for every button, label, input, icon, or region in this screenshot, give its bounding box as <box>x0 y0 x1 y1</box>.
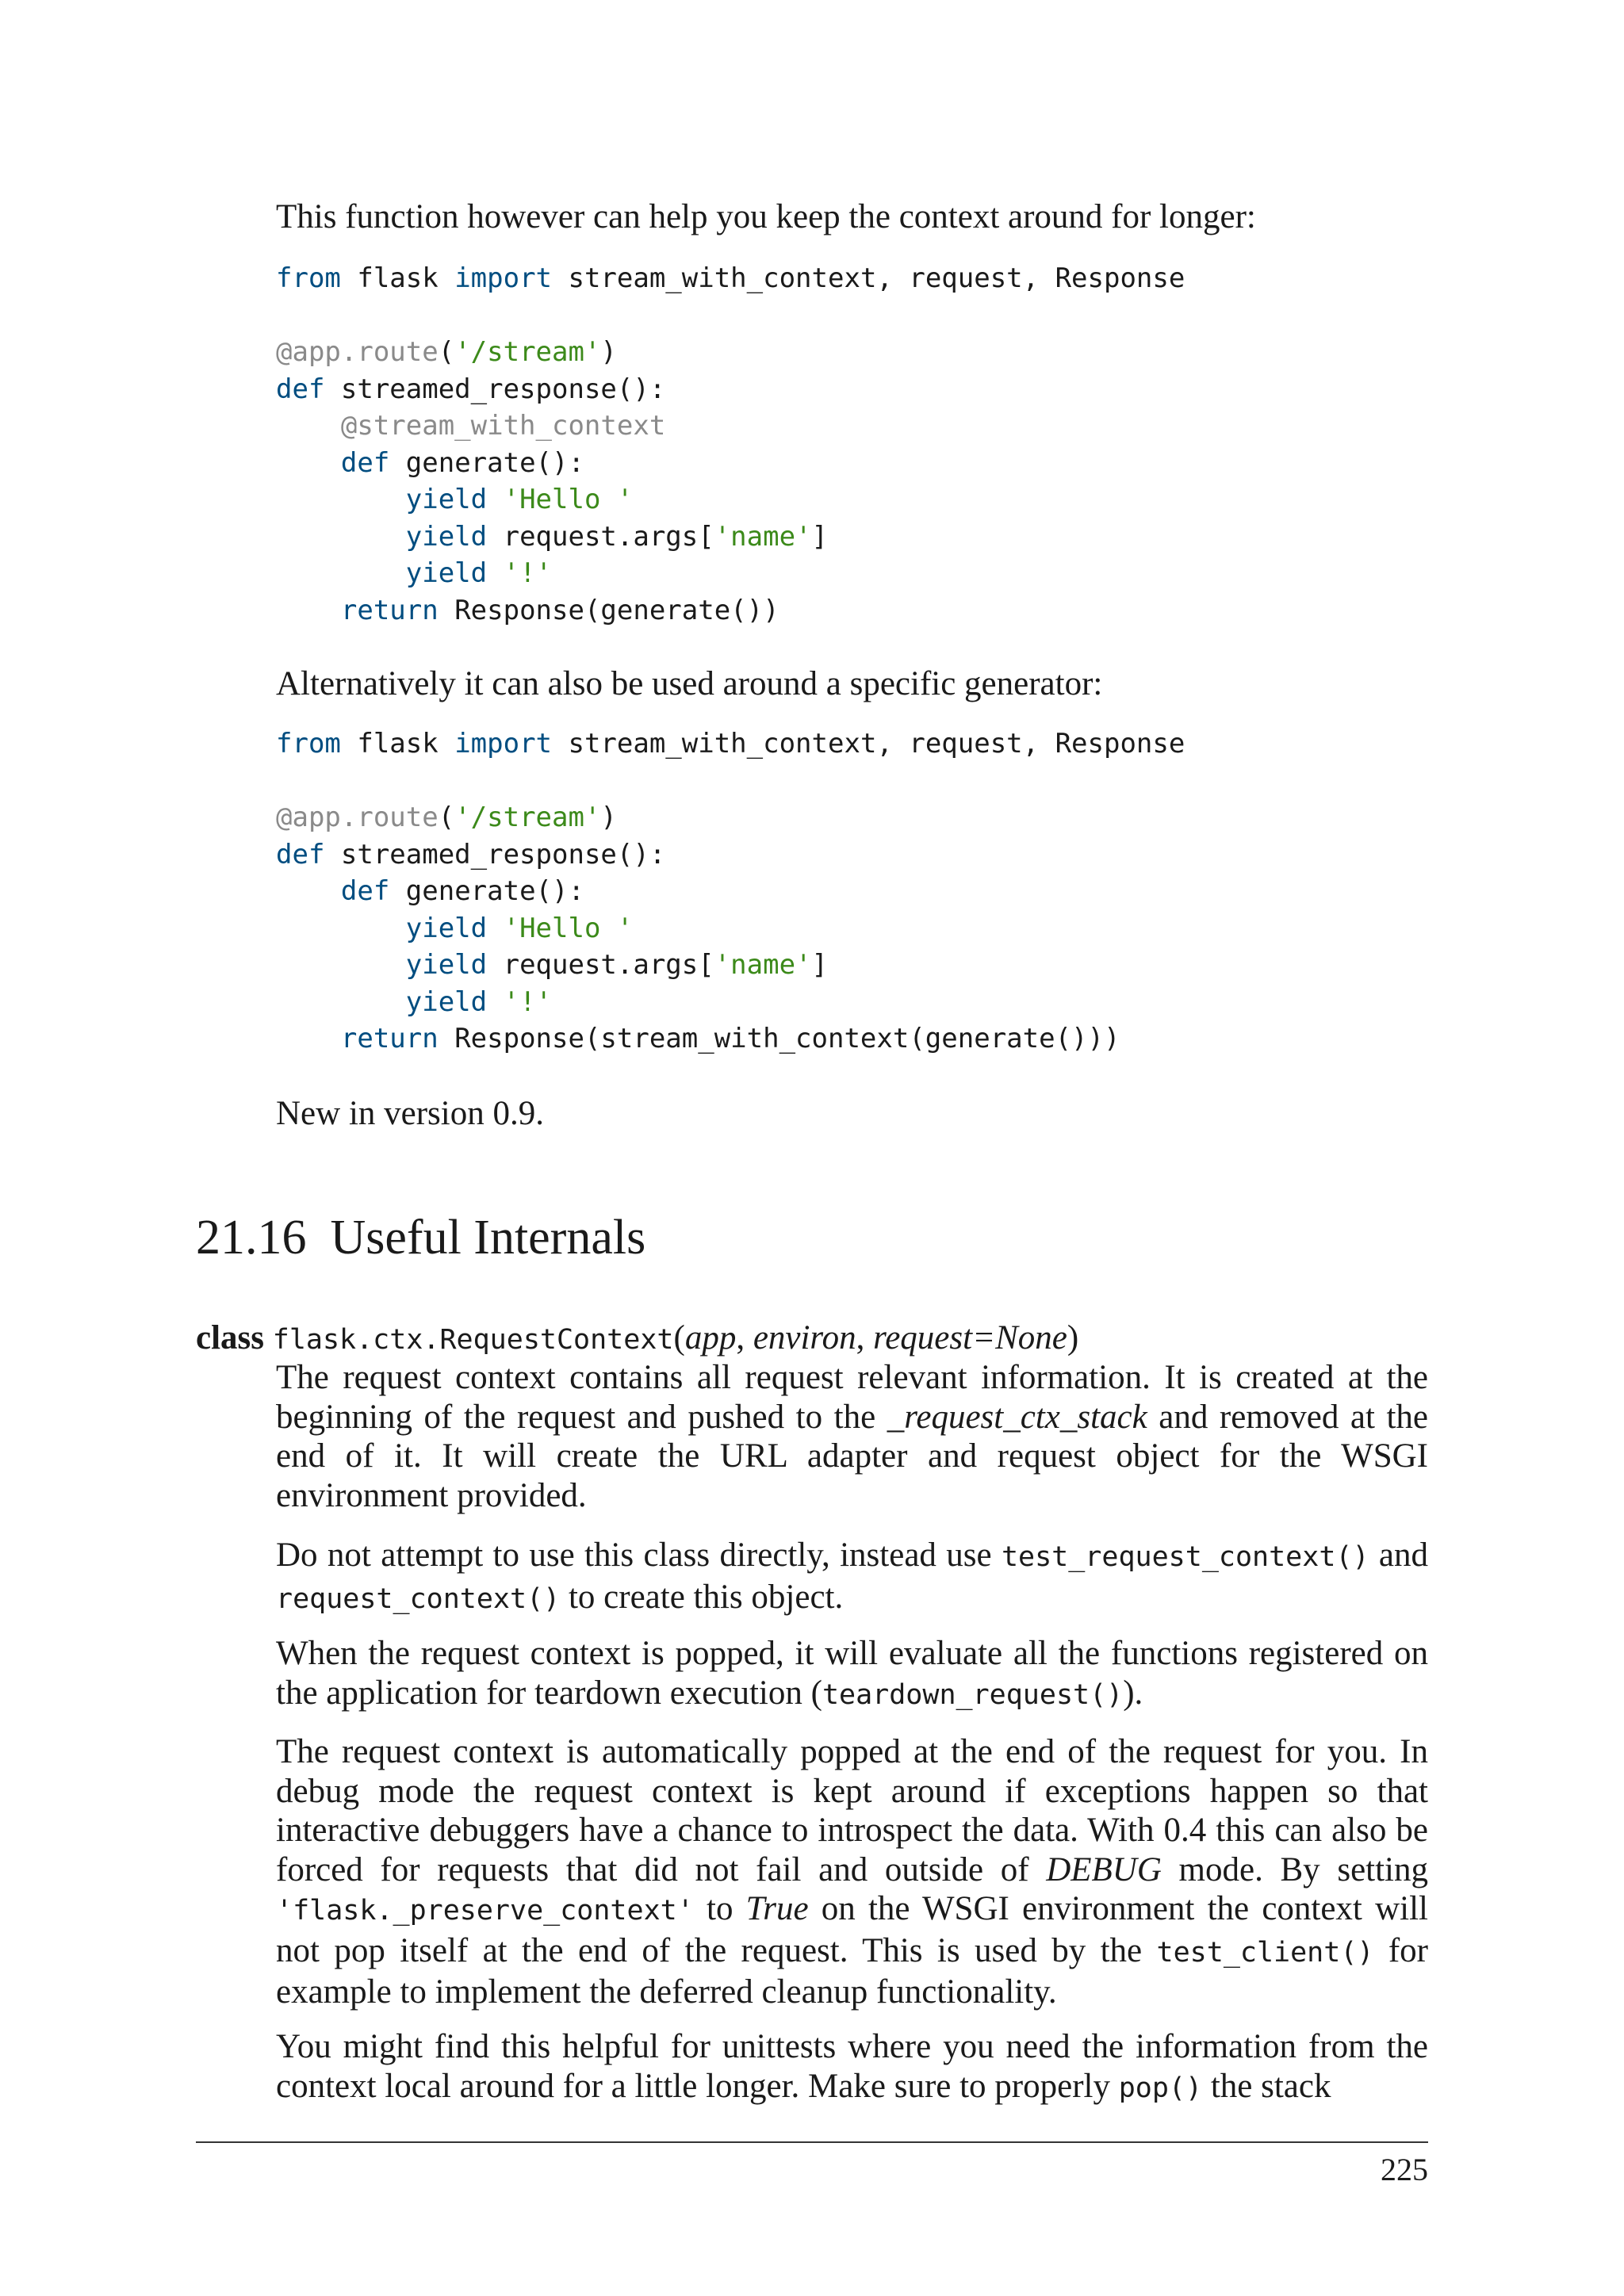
param-environ: environ <box>753 1319 856 1357</box>
description-paragraph-3: When the request context is popped, it will evaluate all the functions registered on the application for teardown execution (teardown_request()). <box>276 1635 1428 1712</box>
param-app: app <box>684 1319 737 1357</box>
page-number: 225 <box>1381 2152 1428 2187</box>
description-paragraph-2: Do not attempt to use this class directly, instead use test_request_context() and request_context() to create this object. <box>276 1536 1428 1616</box>
param-request: request=None <box>873 1319 1067 1357</box>
code-ref-test-request-context: test_request_context() <box>1001 1541 1369 1573</box>
code-ref-preserve-context: 'flask._preserve_context' <box>276 1895 694 1927</box>
section-heading <box>196 1209 645 1266</box>
description-paragraph-5: You might find this helpful for unittests where you need the information from the context local around for a little longer. Make sure to properly pop() the stack <box>276 2028 1428 2105</box>
section-title: Useful Internals <box>330 1211 646 1265</box>
code-ref-teardown-request: teardown_request() <box>822 1678 1124 1711</box>
code-block-2: from flask import stream_with_context, request, Response @app.route('/stream') def streamed_response(): def generate(): yield 'Hello ' yield request.args['name'] yield '!' return Response(stream_with_context(generate())) <box>276 728 1185 1054</box>
class-signature: class flask.ctx.RequestContext(app, environ, request=None) <box>196 1319 1079 1357</box>
description-paragraph-1: The request context contains all request relevant information. It is created at the beginning of the request and pushed to the _request_ctx_stack and removed at the end of it. It will create the URL adapter and request object for the WSGI environment provided. <box>276 1359 1428 1514</box>
class-name: flask.ctx.RequestContext <box>272 1324 674 1356</box>
section-number: 21.16 <box>196 1211 307 1265</box>
class-keyword: class <box>196 1319 264 1357</box>
code-ref-test-client: test_client() <box>1156 1936 1374 1969</box>
code-block-1: from flask import stream_with_context, request, Response @app.route('/stream') def streamed_response(): @stream_with_context def generate(): yield 'Hello ' yield request.args['name'] yield '!' return Response(generate()) <box>276 262 1185 626</box>
intro-paragraph: This function however can help you keep the context around for longer: <box>276 198 1256 235</box>
version-note: New in version 0.9. <box>276 1095 544 1132</box>
footer-rule <box>196 2141 1428 2143</box>
description-paragraph-4: The request context is automatically popped at the end of the request for you. In debug mode the request context is kept around if exceptions happen so that interactive debuggers have a chance to introspect the data. With 0.4 this can also be forced for requests that did not fail and outside of DEBUG mode. By setting 'flask._preserve_context' to True on the WSGI environment the context will not pop itself at the end of the request. This is used by the test_client() for example to implement the deferred cleanup functionality. <box>276 1733 1428 2011</box>
code-ref-request-context: request_context() <box>276 1582 561 1615</box>
code-ref-pop: pop() <box>1118 2072 1203 2104</box>
alternative-paragraph: Alternatively it can also be used around a specific generator: <box>276 665 1103 702</box>
